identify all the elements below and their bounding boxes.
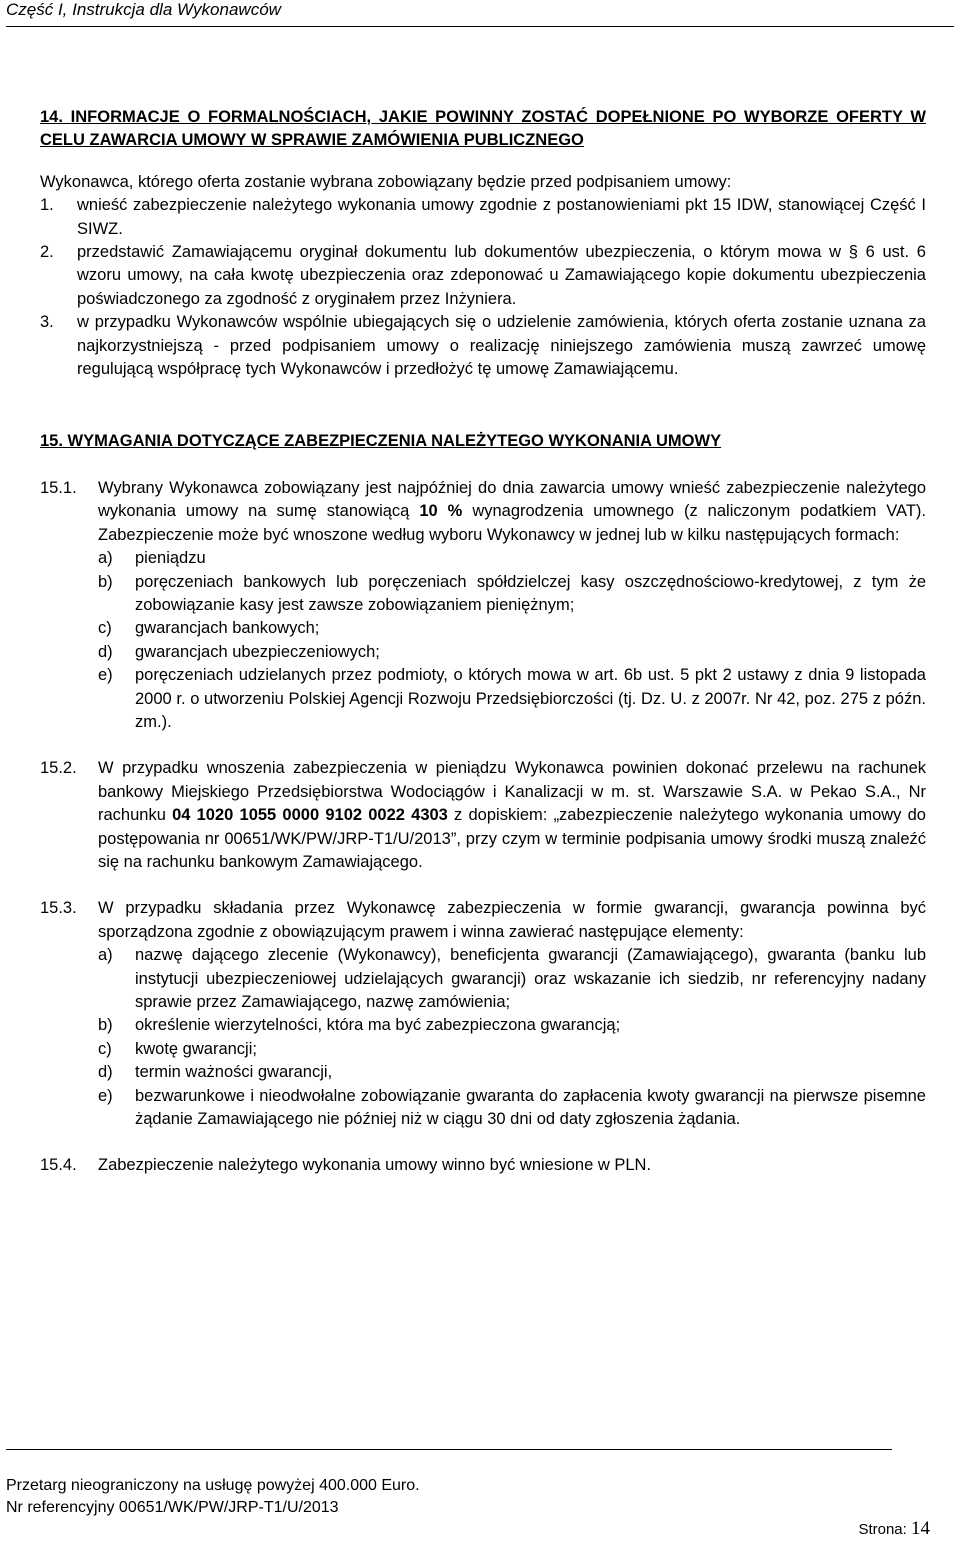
list-letter: e) <box>98 666 113 685</box>
list-letter: c) <box>98 619 112 638</box>
paragraph-text: Wybrany Wykonawca zobowiązany jest najpóźniej do dnia zawarcia umowy wnieść zabezpieczenie należytego wykonania umowy na sumę stanowiącą 10 % wynagrodzenia umownego (z naliczonym podatkiem VAT). Zabezpieczenie może być wnoszone według wyboru Wykonawcy w jednej lub w kilku następujących formach: <box>98 478 927 544</box>
paragraph-number: 15.2. <box>40 759 77 778</box>
paragraph-number: 15.3. <box>40 899 77 918</box>
list-number: 3. <box>40 313 54 332</box>
running-header: Część I, Instrukcja dla Wykonawców <box>6 0 281 19</box>
list-text: termin ważności gwarancji, <box>135 1063 333 1082</box>
list-letter: b) <box>98 572 113 591</box>
list-text: poręczeniach udzielanych przez podmioty, o których mowa w art. 6b ust. 5 pkt 2 ustawy z dnia 9 listopada 2000 r. o utworzeniu Polskiej Agencji Rozwoju Przedsiębiorczości (tj. Dz. U. z 2007r. Nr 42, poz. 275 z późn. zm.). <box>135 666 926 731</box>
paragraph-text: Zabezpieczenie należytego wykonania umowy winno być wniesione w PLN. <box>98 1156 652 1175</box>
list-item <box>40 311 926 381</box>
page-number-value: 14 <box>911 1518 930 1539</box>
bank-account-number: 04 1020 1055 0000 9102 0022 4303 <box>172 806 448 825</box>
paragraph-text: W przypadku składania przez Wykonawcę zabezpieczenia w formie gwarancji, gwarancja powinna być sporządzona zgodnie z obowiązującym prawem i winna zawierać następujące elementy: <box>98 899 926 941</box>
list-item <box>98 547 926 570</box>
paragraph-15-4 <box>40 1154 926 1177</box>
paragraph-text: W przypadku wnoszenia zabezpieczenia w pieniądzu Wykonawca powinien dokonać przelewu na rachunek bankowy Miejskiego Przedsiębiorstwa Wodociągów i Kanalizacji w m. st. Warszawie S.A. w Pekao S.A., Nr rachunku 04 1020 1055 0000 9102 0022 4303 z dopiskiem: „zabezpieczenie należytego wykonania umowy do postępowania nr 00651/WK/PW/JRP-T1/U/2013”, przy czym w terminie podpisania umowy środki muszą znaleźć się na rachunku bankowym Zamawiającego. <box>98 759 926 871</box>
section-14-heading <box>40 106 926 153</box>
list-letter: e) <box>98 1086 113 1105</box>
footer-reference-number: Nr referencyjny 00651/WK/PW/JRP-T1/U/2013 <box>6 1499 339 1516</box>
paragraph-15-2 <box>40 757 926 874</box>
paragraph-number: 15.1. <box>40 478 77 497</box>
list-item <box>40 241 926 311</box>
list-text: pieniądzu <box>135 549 206 568</box>
section-14-intro: Wykonawca, którego oferta zostanie wybrana zobowiązany będzie przed podpisaniem umowy: <box>40 172 732 191</box>
list-text: przedstawić Zamawiającemu oryginał dokumentu lub dokumentów ubezpieczenia, o którym mowa w § 6 ust. 6 wzoru umowy, na cała kwotę ubezpieczenia oraz zdeponować u Zamawiającego kopie dokumentu ubezpieczenia poświadczonego za zgodność z oryginałem przez Inżyniera. <box>77 243 926 308</box>
list-letter: a) <box>98 549 113 568</box>
list-letter: c) <box>98 1039 112 1058</box>
section-title: INFORMACJE O FORMALNOŚCIACH, JAKIE POWINNY ZOSTAĆ DOPEŁNIONE PO WYBORZE OFERTY W CELU ZAWARCIA UMOWY W SPRAWIE ZAMÓWIENIA PUBLICZNEGO <box>40 108 926 150</box>
paragraph-number: 15.4. <box>40 1156 77 1175</box>
list-item <box>98 664 926 734</box>
list-number: 1. <box>40 196 54 215</box>
list-item <box>98 641 926 664</box>
list-letter: d) <box>98 1063 113 1082</box>
list-text: kwotę gwarancji; <box>135 1039 257 1058</box>
bold-percentage: 10 % <box>419 502 463 521</box>
list-letter: d) <box>98 642 113 661</box>
section-number: 14. <box>40 108 63 126</box>
list-item <box>98 1038 926 1061</box>
main-content <box>40 106 926 1178</box>
list-item <box>98 1085 926 1132</box>
footer-divider <box>6 1449 892 1450</box>
list-item <box>98 944 926 1014</box>
header-divider <box>6 26 954 27</box>
list-text: poręczeniach bankowych lub poręczeniach spółdzielczej kasy oszczędnościowo-kredytowej, z tym że zobowiązanie kasy jest zawsze zobowiązaniem pieniężnym; <box>135 572 926 614</box>
list-text: gwarancjach ubezpieczeniowych; <box>135 642 380 661</box>
list-item <box>98 571 926 618</box>
list-text: w przypadku Wykonawców wspólnie ubiegających się o udzielenie zamówienia, których oferta zostanie uznana za najkorzystniejszą - przed podpisaniem umowy o realizację niniejszego zamówienia muszą zawrzeć umowę regulującą współpracę tych Wykonawców i przedłożyć tę umowę Zamawiającemu. <box>77 313 926 379</box>
paragraph-15-1 <box>40 477 926 547</box>
list-text: nazwę dającego zlecenie (Wykonawcy), beneficjenta gwarancji (Zamawiającego), gwaranta (banku lub instytucji ubezpieczeniowej udzielających gwarancji) oraz wskazanie ich siedzib, nr referencyjny nadany sprawie przez Zamawiającego, nazwę zamówienia; <box>135 946 926 1011</box>
list-number: 2. <box>40 243 54 262</box>
list-item <box>40 194 926 241</box>
list-item <box>98 1061 926 1084</box>
list-text: bezwarunkowe i nieodwołalne zobowiązanie gwaranta do zapłacenia kwoty gwarancji na pierwsze pisemne żądanie Zamawiającego nie później niż w ciągu 30 dni od daty zgłoszenia żądania. <box>135 1086 926 1129</box>
section-15-heading <box>40 430 926 453</box>
list-text: określenie wierzytelności, która ma być zabezpieczona gwarancją; <box>135 1016 621 1035</box>
list-item <box>98 617 926 640</box>
list-letter: b) <box>98 1016 113 1035</box>
list-letter: a) <box>98 946 113 965</box>
page-label: Strona: <box>858 1521 907 1538</box>
list-text: wnieść zabezpieczenie należytego wykonania umowy zgodnie z postanowieniami pkt 15 IDW, stanowiącej Część I SIWZ. <box>77 196 926 238</box>
section-number: 15. <box>40 432 63 451</box>
paragraph-15-3 <box>40 897 926 944</box>
page-number <box>858 1518 930 1540</box>
list-item <box>98 1014 926 1037</box>
footer-tender-info: Przetarg nieograniczony na usługę powyżej 400.000 Euro. <box>6 1477 420 1494</box>
section-title: WYMAGANIA DOTYCZĄCE ZABEZPIECZENIA NALEŻYTEGO WYKONANIA UMOWY <box>67 432 722 451</box>
list-text: gwarancjach bankowych; <box>135 619 320 638</box>
